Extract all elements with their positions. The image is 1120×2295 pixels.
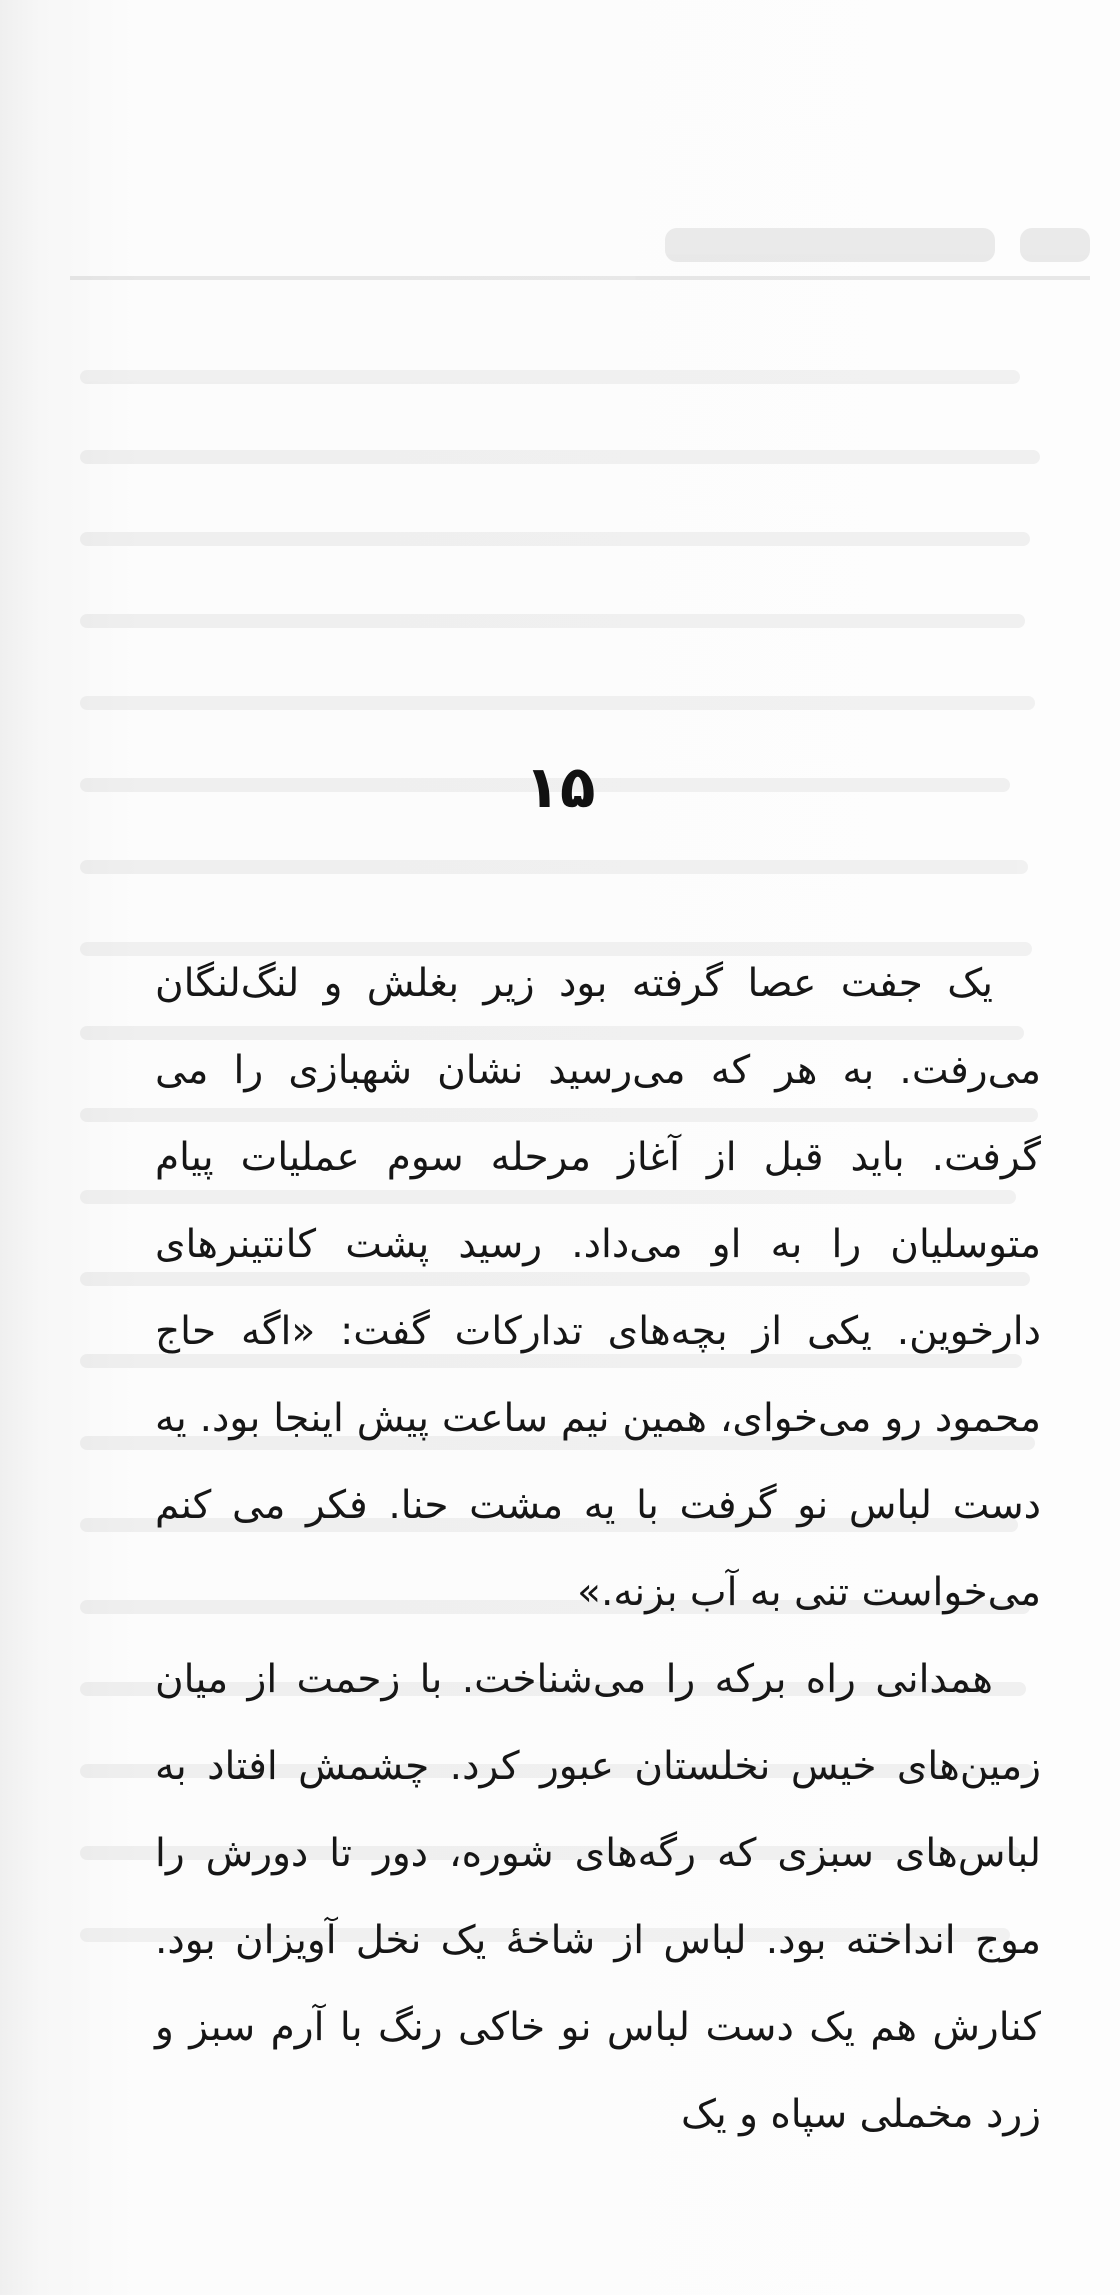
chapter-number: ۱۵: [524, 753, 596, 821]
body-text: [155, 940, 1041, 2158]
paragraph-2: همدانی راه برکه را می‌شناخت. با زحمت از میان زمین‌های خیس نخلستان عبور کرد. چشمش افتاد به لباس‌های سبزی که رگه‌های شوره، دور تا دورش را موج انداخته بود. لباس از شاخهٔ یک نخل آویزان بود. کنارش هم یک دست لباس نو خاکی رنگ با آرم سبز و زرد مخملی سپاه و یک: [155, 1657, 1041, 2137]
bleed-through-header: [70, 218, 1090, 298]
paragraph-1: یک جفت عصا گرفته بود زیر بغلش و لنگ‌لنگان می‌رفت. به هر که می‌رسید نشان شهبازی را می گرفت. باید قبل از آغاز مرحله سوم عملیات پیام متوسلیان را به او می‌داد. رسید پشت کانتینرهای دارخوین. یکی از بچه‌های تدارکات گفت: «اگه حاج محمود رو می‌خوای، همین نیم ساعت پیش اینجا بود. یه دست لباس نو گرفت با یه مشت حنا. فکر می کنم می‌خواست تنی به آب بزنه.»: [155, 961, 1041, 1615]
